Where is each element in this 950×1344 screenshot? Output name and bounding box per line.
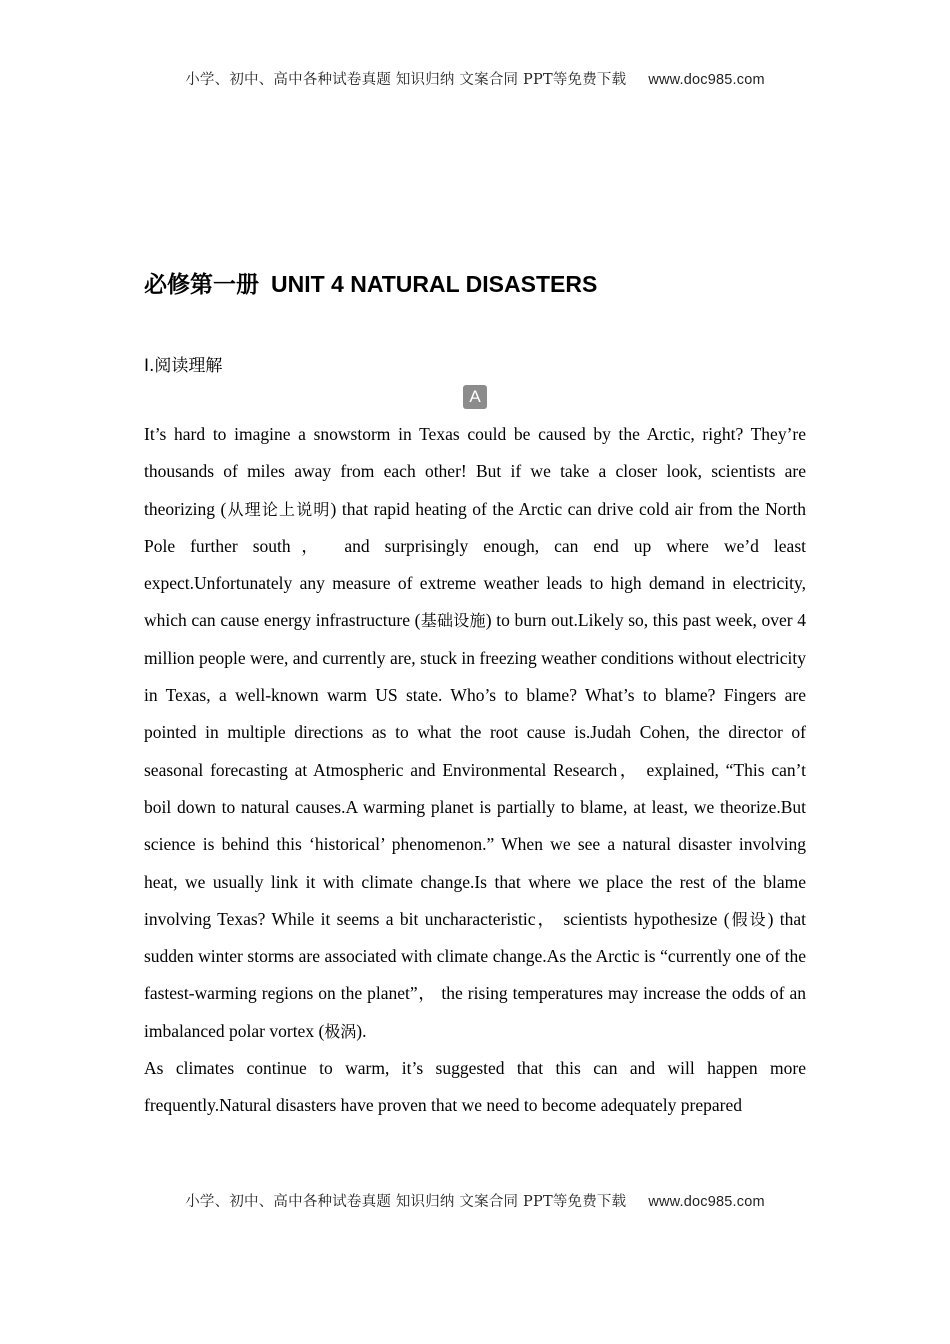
page-title <box>144 266 597 299</box>
page-footer <box>0 1190 950 1211</box>
footer-url[interactable]: www.doc985.com <box>648 1194 765 1210</box>
paragraph-1-text-b: ) that rapid heating of the Arctic can drive cold air from the North Pole further south， and surprisingly enough, can end up where we’d least expect.Unfortunately any measure of extreme weather leads to high demand in electricity, which can cause energy infrastructure ( <box>144 498 806 631</box>
header-url[interactable]: www.doc985.com <box>648 72 765 88</box>
header-text: 小学、初中、高中各种试卷真题 知识归纳 文案合同 PPT等免费下载 <box>185 72 627 88</box>
paragraph-1-text-c: ) to burn out.Likely so, this past week, over 4 million people were, and currently are, stuck in freezing weather conditions without electricity in Texas, a well-known warm US state. Who’s to blame? What’s to blame? Fingers are pointed in multiple directions as to what the root cause is.Judah Cohen, the director of seasonal forecasting at Atmospheric and Environmental Research， explained, “This can’t boil down to natural causes.A warming planet is partially to blame, at least, we theorize.But science is behind this ‘historical’ phenomenon.” When we see a natural disaster involving heat, we usually link it with climate change.Is that where we place the rest of the blame involving Texas? While it seems a bit uncharacteristic， scientists hypothesize ( <box>144 610 806 929</box>
paragraph-1-text-d: ) that sudden winter storms are associated with climate change.As the Arctic is “currently one of the fastest-warming regions on the planet”， the rising temperatures may increase the odds of an imbalanced polar vortex ( <box>144 908 806 1041</box>
reading-passage <box>144 416 806 1125</box>
paragraph-1 <box>144 416 806 1050</box>
footer-text: 小学、初中、高中各种试卷真题 知识归纳 文案合同 PPT等免费下载 <box>185 1194 627 1210</box>
gloss-hypothesize: 假设 <box>729 909 768 929</box>
unit-title: UNIT 4 NATURAL DISASTERS <box>271 271 598 297</box>
gloss-theorizing: 从理论上说明 <box>226 499 331 519</box>
gloss-infrastructure: 基础设施 <box>420 611 486 631</box>
section-heading: Ⅰ.阅读理解 <box>144 356 223 376</box>
book-title: 必修第一册 <box>144 272 259 298</box>
paragraph-1-text-a: It’s hard to imagine a snowstorm in Texas could be caused by the Arctic, right? They’re thousands of miles away from each other! But if we take a closer look, scientists are theorizing ( <box>144 424 806 519</box>
gloss-polar-vortex: 极涡 <box>324 1021 357 1041</box>
passage-label-badge: A <box>463 385 487 409</box>
paragraph-2: As climates continue to warm, it’s suggested that this can and will happen more frequently.Natural disasters have proven that we need to become adequately prepared <box>144 1058 806 1116</box>
page-header <box>0 68 950 89</box>
paragraph-1-text-e: ). <box>356 1020 367 1041</box>
